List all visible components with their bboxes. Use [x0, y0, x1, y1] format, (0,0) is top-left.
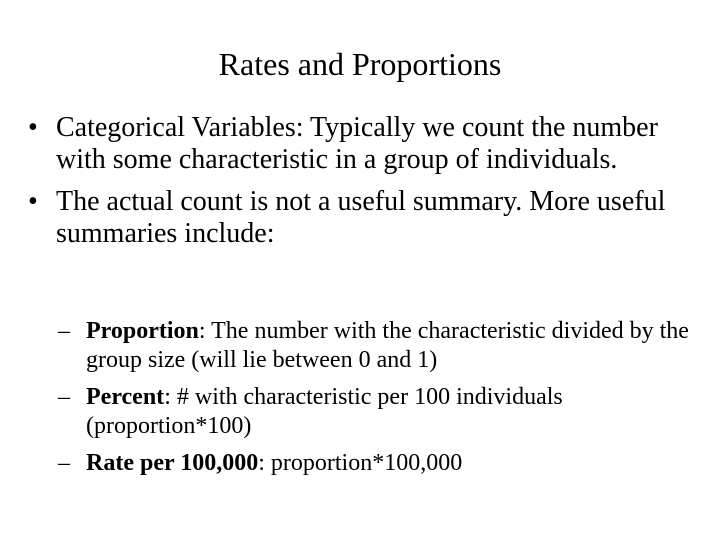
- term-label: Percent: [86, 384, 165, 410]
- term-definition: : The number with the characteristic divided by the group size (will lie between 0 and 1): [86, 318, 689, 373]
- bullet-list: [28, 112, 708, 260]
- dash-marker: –: [58, 318, 70, 344]
- bullet-text: Categorical Variables: Typically we count the number with some characteristic in a group of individuals.: [56, 112, 658, 175]
- dash-marker: –: [58, 450, 70, 476]
- bullet-marker: •: [28, 186, 38, 217]
- bullet-item: [28, 112, 708, 176]
- term-definition: : proportion*100,000: [258, 450, 463, 476]
- sub-bullet-item: [58, 317, 708, 375]
- sub-bullet-item: [58, 383, 708, 441]
- dash-marker: –: [58, 384, 70, 410]
- sub-bullet-item: [58, 449, 708, 478]
- bullet-marker: •: [28, 112, 38, 143]
- bullet-text: The actual count is not a useful summary. More useful summaries include:: [56, 186, 666, 249]
- term-label: Proportion: [86, 318, 199, 344]
- bullet-item: [28, 186, 708, 250]
- sub-bullet-list: [58, 317, 708, 486]
- term-definition: : # with characteristic per 100 individuals (proportion*100): [86, 384, 563, 439]
- slide-title: Rates and Proportions: [218, 46, 502, 82]
- term-label: Rate per 100,000: [86, 450, 259, 476]
